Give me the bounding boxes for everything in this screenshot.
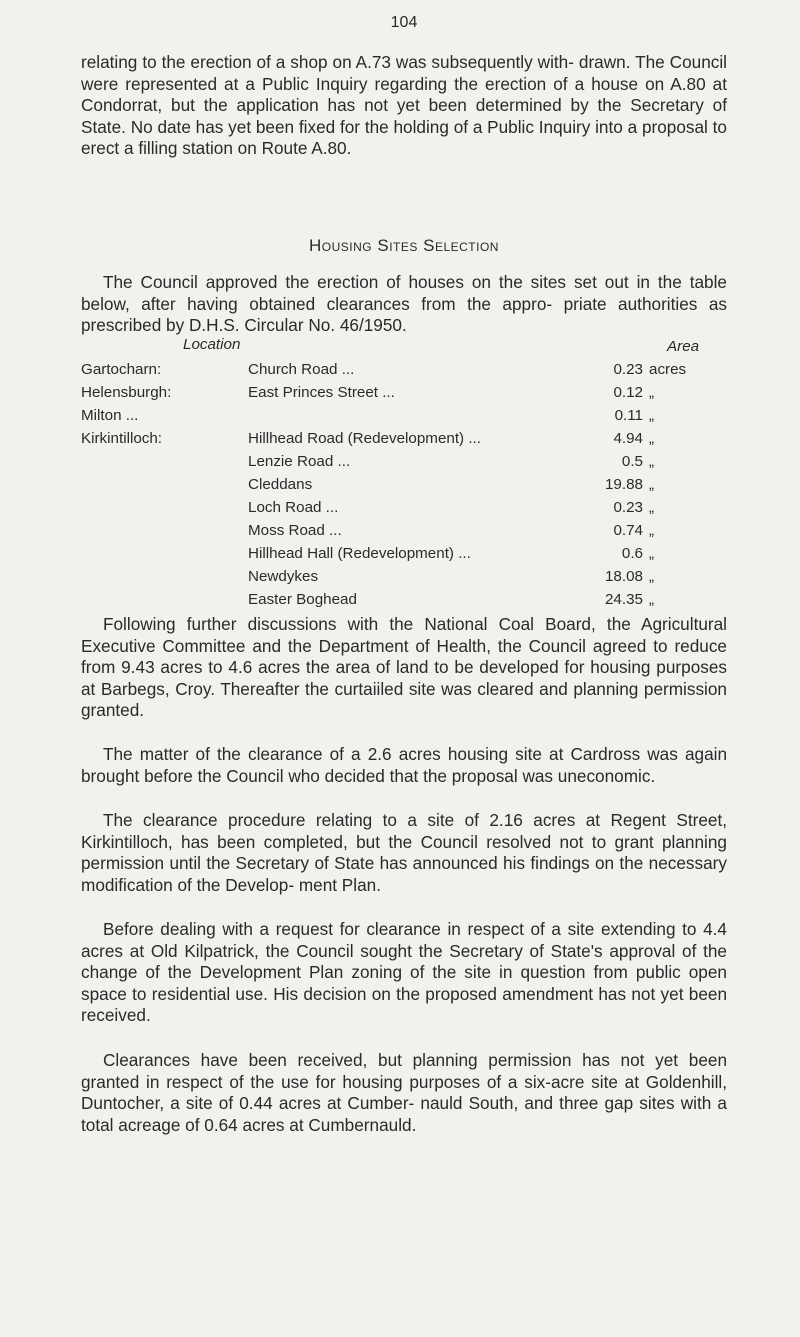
cell-area-value: 4.94	[613, 430, 643, 447]
cell-area-unit: „	[649, 499, 655, 516]
paragraph-goldenhill: Clearances have been received, but planning permission has not yet been granted in respect of the use for housing purposes of a six-acre site at Goldenhill, Duntocher, a site of 0.44 acres at Cumber- nauld South, and three gap sites with a total acreage of 0.64 acres at Cumbernauld.	[81, 1050, 727, 1135]
cell-area-unit: „	[649, 476, 655, 493]
paragraph-barbegs: Following further discussions with the National Coal Board, the Agricultural Executive Committee and the Department of Health, the Council agreed to reduce from 9.43 acres to 4.6 acres the area of land to be developed for housing purposes at Barbegs, Croy. Thereafter the curtaiiled site was cleared and planning permission granted.	[81, 614, 727, 721]
cell-site: Newdykes	[248, 568, 319, 585]
cell-town: Gartocharn:	[81, 361, 162, 378]
paragraph-cardross: The matter of the clearance of a 2.6 acres housing site at Cardross was again brought before the Council who decided that the proposal was uneconomic.	[81, 744, 727, 786]
cell-site: East Princes Street ...	[248, 384, 395, 401]
cell-area-value: 18.08	[604, 568, 643, 585]
section-heading: Housing Sites Selection	[309, 236, 499, 255]
cell-area-value: 0.74	[613, 522, 643, 539]
table-row	[81, 496, 781, 519]
cell-town: Milton ...	[81, 407, 139, 424]
cell-area-unit: „	[649, 591, 655, 608]
paragraph-regent-street: The clearance procedure relating to a site of 2.16 acres at Regent Street, Kirkintilloch, has been completed, but the Council resolved not to grant planning permission until the Secretary of State has announced his findings on the necessary modification of the Develop- ment Plan.	[81, 810, 727, 895]
cell-area-unit: „	[649, 545, 655, 562]
table-row	[81, 450, 781, 473]
cell-area-value: 0.11	[614, 407, 643, 424]
table-row	[81, 358, 781, 381]
cell-area-unit: „	[649, 430, 655, 447]
cell-site: Moss Road ...	[248, 522, 342, 539]
paragraph-housing-intro: The Council approved the erection of houses on the sites set out in the table below, after having obtained clearances from the appro- priate authorities as prescribed by D.H.S. Circular No. 46/1950.	[81, 272, 727, 336]
cell-area-unit: „	[649, 407, 655, 424]
cell-area-unit: „	[649, 522, 655, 539]
page-number: 104	[390, 14, 418, 31]
cell-area-value: 0.23	[613, 499, 643, 516]
cell-area-value: 0.23	[613, 361, 643, 378]
table-row	[81, 427, 781, 450]
cell-site: Hillhead Hall (Redevelopment) ...	[248, 545, 471, 562]
table-row	[81, 588, 781, 611]
table-row	[81, 542, 781, 565]
cell-area-value: 0.5	[621, 453, 643, 470]
header-area: Area	[667, 338, 700, 355]
table-row	[81, 473, 781, 496]
table-header	[81, 336, 781, 358]
cell-site: Lenzie Road ...	[248, 453, 351, 470]
cell-area-value: 0.12	[613, 384, 643, 401]
cell-site: Hillhead Road (Redevelopment) ...	[248, 430, 481, 447]
table-row	[81, 381, 781, 404]
cell-area-value: 19.88	[604, 476, 643, 493]
header-location: Location	[183, 336, 241, 353]
cell-site: Loch Road ...	[248, 499, 339, 516]
cell-area-value: 0.6	[621, 545, 643, 562]
cell-site: Church Road ...	[248, 361, 355, 378]
cell-area-unit: „	[649, 453, 655, 470]
cell-site: Easter Boghead	[248, 591, 357, 608]
cell-area-unit: „	[649, 384, 655, 401]
table-row	[81, 404, 781, 427]
cell-area-unit: acres	[649, 361, 687, 378]
cell-area-value: 24.35	[604, 591, 643, 608]
housing-sites-table	[81, 336, 781, 611]
table-body	[81, 358, 781, 611]
paragraph-old-kilpatrick: Before dealing with a request for clearance in respect of a site extending to 4.4 acres at Old Kilpatrick, the Council sought the Secretary of State's approval of the change of the Development Plan zoning of the site in question from public open space to residential use. His decision on the proposed amendment has not yet been received.	[81, 919, 727, 1026]
table-row	[81, 565, 781, 588]
cell-area-unit: „	[649, 568, 655, 585]
table-row	[81, 519, 781, 542]
paragraph-shop-inquiry: relating to the erection of a shop on A.73 was subsequently with- drawn. The Council were represented at a Public Inquiry regarding the erection of a house on A.80 at Condorrat, but the application has not yet been determined by the Secretary of State. No date has yet been fixed for the holding of a Public Inquiry into a proposal to erect a filling station on Route A.80.	[81, 52, 727, 159]
cell-town: Kirkintilloch:	[81, 430, 163, 447]
cell-town: Helensburgh:	[81, 384, 172, 401]
cell-site: Cleddans	[248, 476, 313, 493]
